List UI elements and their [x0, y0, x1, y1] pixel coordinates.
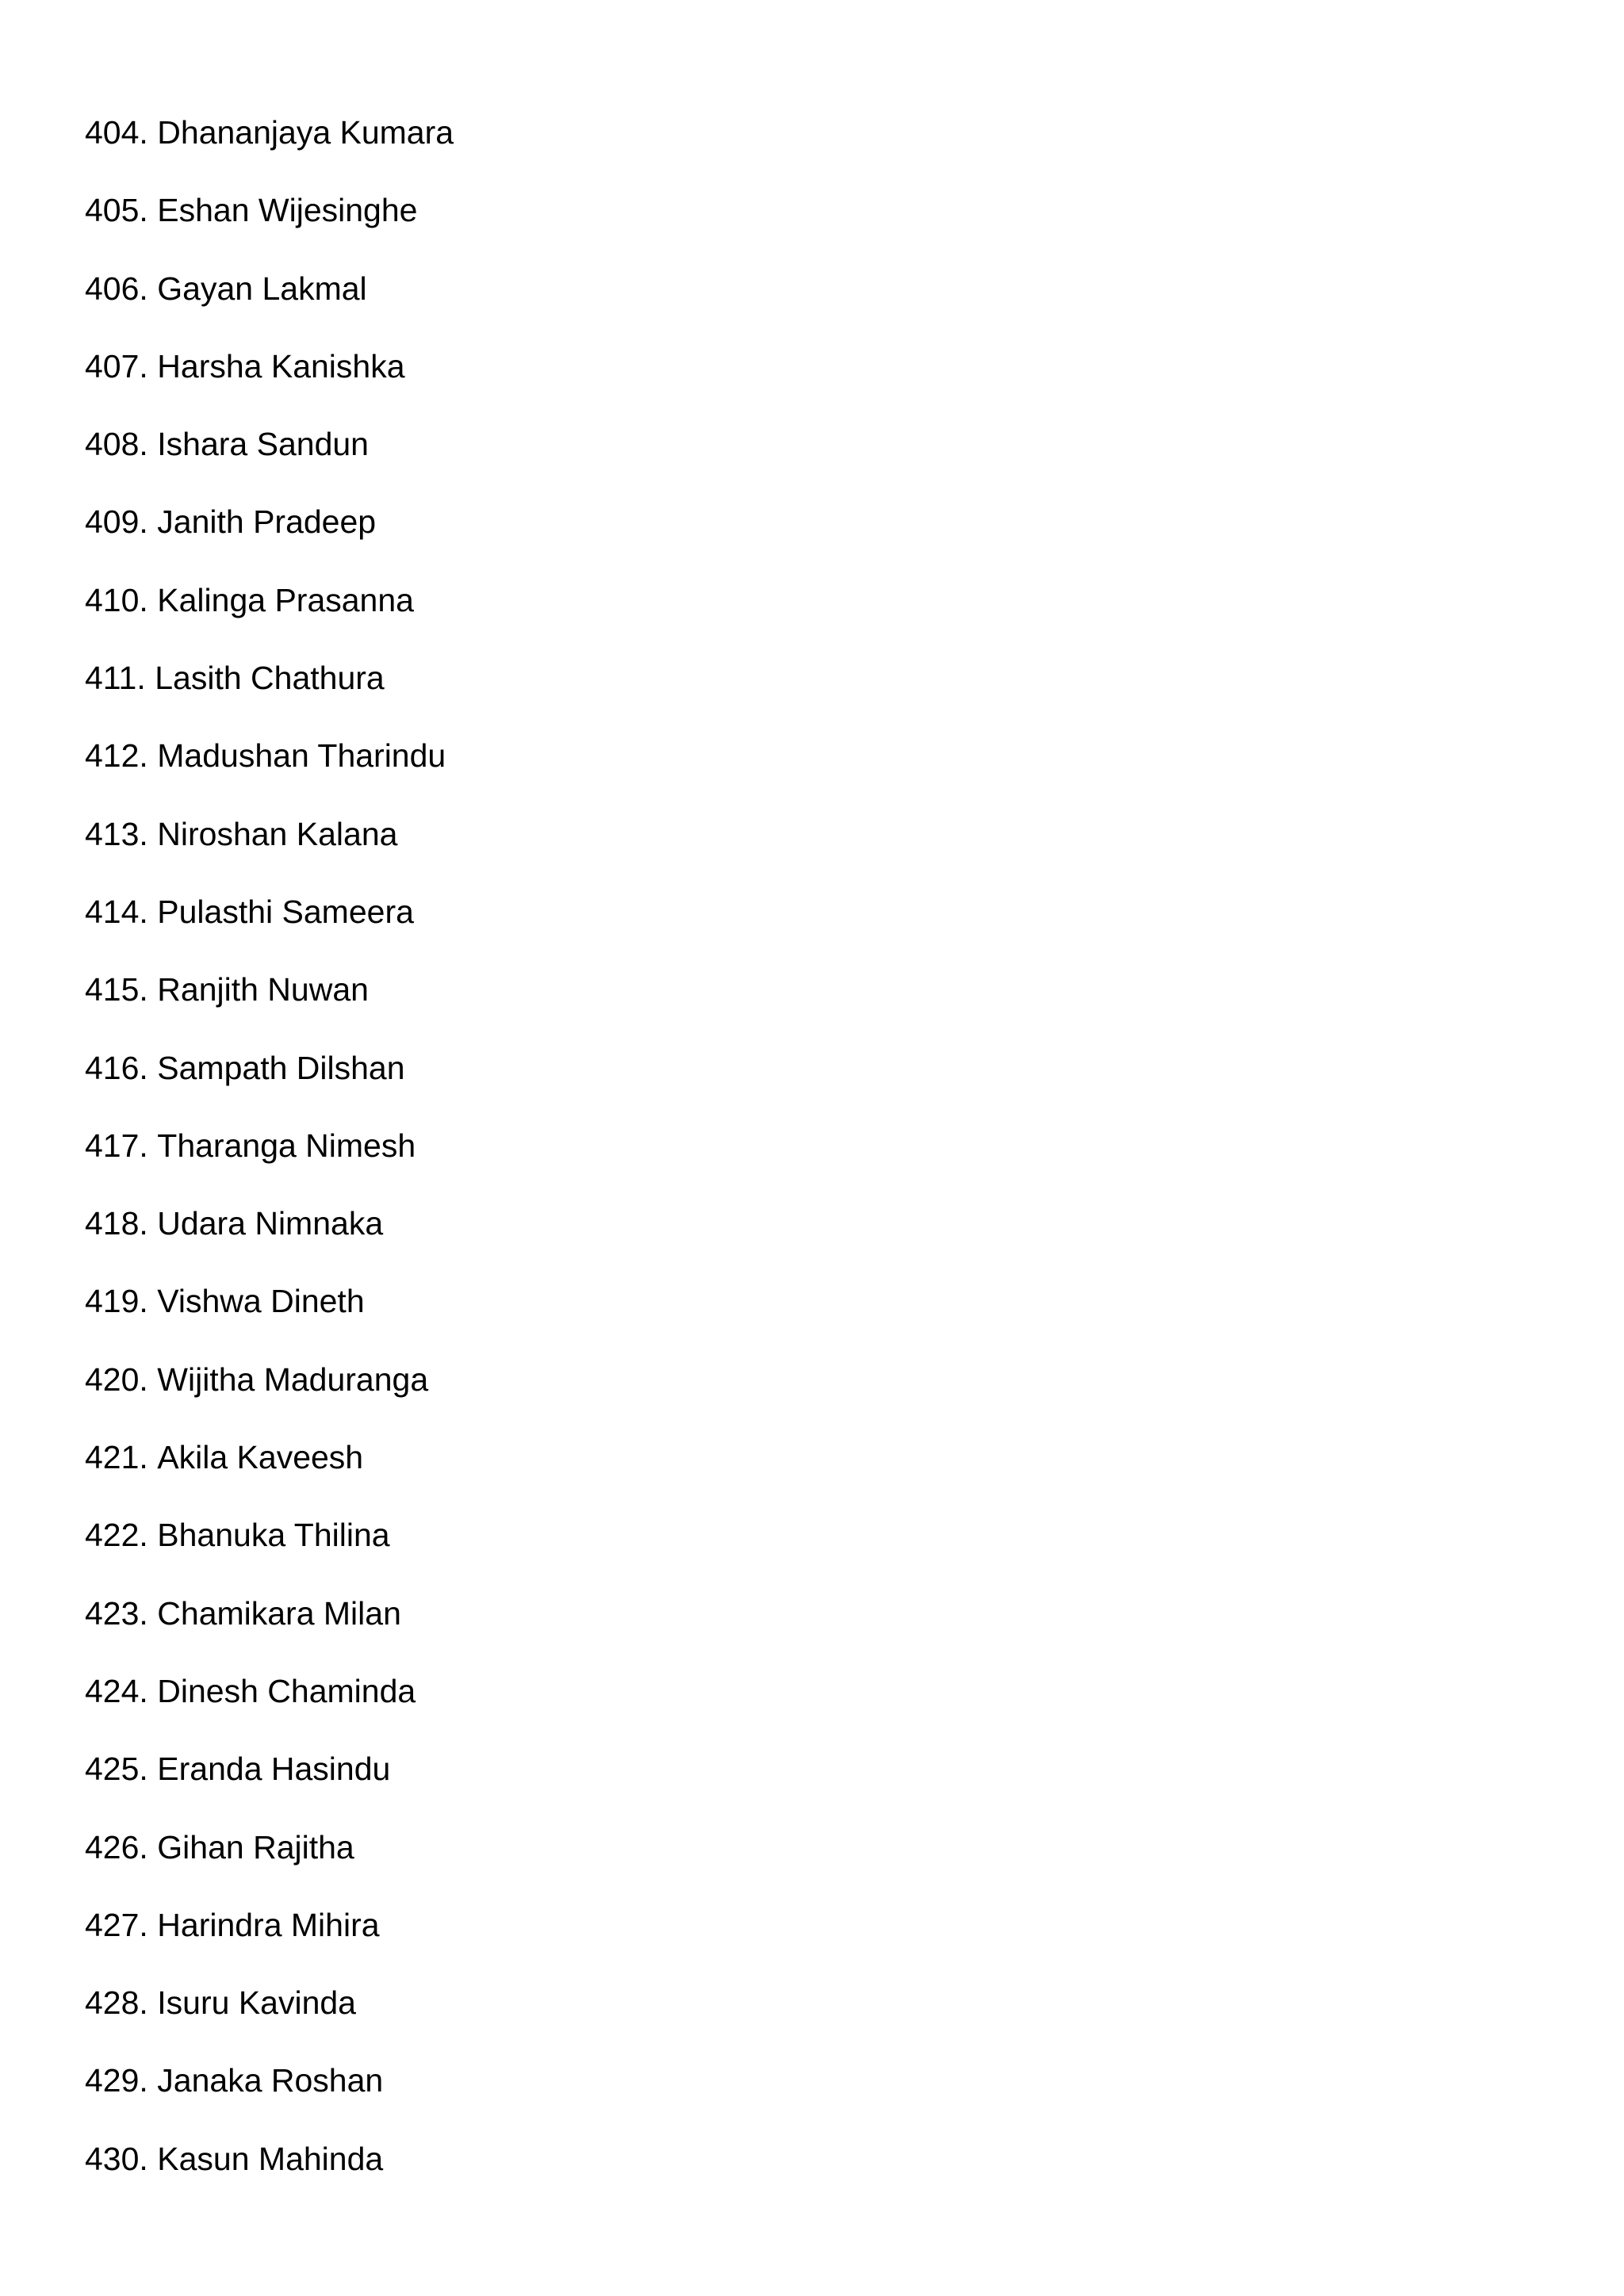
entry-number: 428.	[85, 1984, 148, 2022]
entry-name: Harindra Mihira	[157, 1906, 380, 1943]
entry-name: Gayan Lakmal	[157, 270, 367, 307]
list-item	[85, 1496, 454, 1574]
entry-number: 410.	[85, 581, 148, 618]
list-item	[85, 1184, 454, 1262]
entry-name: Dhananjaya Kumara	[157, 114, 454, 151]
entry-number: 413.	[85, 815, 148, 852]
entry-number: 430.	[85, 2140, 148, 2177]
entry-name: Janith Pradeep	[157, 503, 377, 541]
list-item	[85, 1808, 454, 1886]
list-item	[85, 171, 454, 249]
entry-number: 419.	[85, 1283, 148, 1320]
entry-number: 422.	[85, 1517, 148, 1554]
list-item	[85, 1262, 454, 1340]
entry-number: 412.	[85, 737, 148, 775]
list-item	[85, 1029, 454, 1107]
list-item	[85, 327, 454, 405]
list-item	[85, 1575, 454, 1652]
entry-name: Lasith Chathura	[155, 660, 385, 697]
list-item	[85, 1886, 454, 1964]
entry-name: Kalinga Prasanna	[157, 581, 414, 618]
entry-number: 426.	[85, 1828, 148, 1866]
entry-name: Sampath Dilshan	[157, 1049, 405, 1086]
entry-number: 406.	[85, 270, 148, 307]
entry-name: Eranda Hasindu	[157, 1751, 391, 1788]
list-item	[85, 717, 454, 794]
list-item	[85, 561, 454, 639]
list-item	[85, 795, 454, 873]
list-item	[85, 1107, 454, 1184]
list-item	[85, 1418, 454, 1496]
entry-name: Kasun Mahinda	[157, 2140, 384, 2177]
list-item	[85, 639, 454, 717]
entry-number: 418.	[85, 1205, 148, 1242]
entry-name: Harsha Kanishka	[157, 347, 405, 385]
entry-number: 415.	[85, 971, 148, 1008]
list-item	[85, 873, 454, 951]
entry-number: 427.	[85, 1906, 148, 1943]
list-item	[85, 1652, 454, 1730]
entry-number: 411.	[85, 660, 146, 697]
entry-name: Gihan Rajitha	[157, 1828, 354, 1866]
entry-number: 425.	[85, 1751, 148, 1788]
entry-name: Tharanga Nimesh	[157, 1127, 416, 1164]
entry-name: Janaka Roshan	[157, 2062, 384, 2099]
entry-number: 408.	[85, 426, 148, 463]
entry-number: 405.	[85, 192, 148, 229]
list-item	[85, 94, 454, 171]
entry-number: 417.	[85, 1127, 148, 1164]
list-item	[85, 1730, 454, 1808]
entry-name: Niroshan Kalana	[157, 815, 398, 852]
entry-number: 416.	[85, 1049, 148, 1086]
entry-name: Akila Kaveesh	[157, 1439, 364, 1476]
entry-name: Eshan Wijesinghe	[157, 192, 418, 229]
entry-name: Dinesh Chaminda	[157, 1672, 416, 1709]
entry-name: Pulasthi Sameera	[157, 893, 414, 930]
list-item	[85, 2042, 454, 2119]
list-item	[85, 2120, 454, 2198]
list-item	[85, 405, 454, 483]
entry-number: 420.	[85, 1360, 148, 1398]
entry-number: 429.	[85, 2062, 148, 2099]
entry-name: Madushan Tharindu	[157, 737, 446, 775]
list-item	[85, 1964, 454, 2042]
name-list	[85, 94, 454, 2198]
entry-name: Vishwa Dineth	[157, 1283, 365, 1320]
list-item	[85, 483, 454, 561]
entry-number: 404.	[85, 114, 148, 151]
entry-number: 414.	[85, 893, 148, 930]
list-item	[85, 1341, 454, 1418]
entry-name: Ranjith Nuwan	[157, 971, 369, 1008]
entry-name: Udara Nimnaka	[157, 1205, 384, 1242]
entry-number: 424.	[85, 1672, 148, 1709]
entry-name: Bhanuka Thilina	[157, 1517, 390, 1554]
list-item	[85, 951, 454, 1028]
list-item	[85, 250, 454, 327]
entry-name: Ishara Sandun	[157, 426, 369, 463]
entry-name: Isuru Kavinda	[157, 1984, 356, 2022]
entry-number: 421.	[85, 1439, 148, 1476]
entry-number: 423.	[85, 1594, 148, 1632]
entry-name: Wijitha Maduranga	[157, 1360, 429, 1398]
entry-number: 407.	[85, 347, 148, 385]
entry-number: 409.	[85, 503, 148, 541]
entry-name: Chamikara Milan	[157, 1594, 401, 1632]
